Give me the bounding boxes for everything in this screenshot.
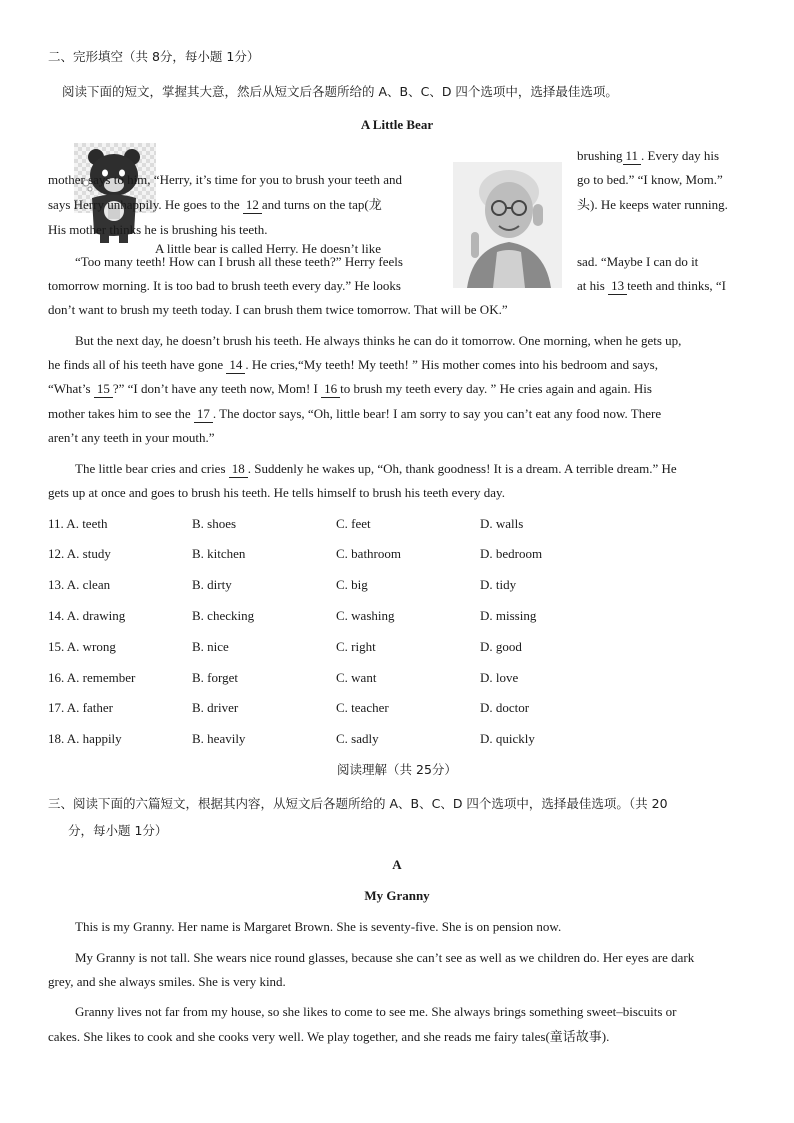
- passage-line: at his 13 teeth and thinks, “I: [577, 278, 726, 293]
- passage-line: This is my Granny. Her name is Margaret Brown. She is seventy-five. She is on pension now.: [75, 919, 562, 934]
- q16-option-b: B. forget: [192, 670, 238, 685]
- passage-line: A little bear is called Herry. He doesn’t like: [155, 241, 381, 256]
- section3-instruction: 三、阅读下面的六篇短文，根据其内容，从短文后各题所给的 A、B、C、D 四个选项中，选择最佳选项。（共 20: [48, 796, 668, 811]
- q13-option-b: B. dirty: [192, 577, 232, 592]
- blank-14: 14: [226, 357, 245, 374]
- passage-line: brushing 11 . Every day his: [577, 148, 720, 163]
- blank-11: 11: [623, 148, 642, 165]
- q14-option-c: C. washing: [336, 608, 395, 623]
- q13-option-d: D. tidy: [480, 577, 517, 592]
- granny-photo: [453, 162, 562, 288]
- passage-title: A Little Bear: [360, 117, 434, 132]
- q12-option-c: C. bathroom: [336, 546, 401, 561]
- q11-option-c: C. feet: [336, 516, 371, 531]
- passage-line: mother says to him, “Herry, it’s time for you to brush your teeth and: [48, 172, 403, 187]
- blank-15: 15: [94, 381, 113, 398]
- q16-option-c: C. want: [336, 670, 377, 685]
- passage-line: gets up at once and goes to brush his teeth. He tells himself to brush his teeth every day.: [48, 485, 505, 500]
- passage-line: aren’t any teeth in your mouth.”: [48, 430, 215, 445]
- q11-option-b: B. shoes: [192, 516, 237, 531]
- passage-line: 头). He keeps water running.: [577, 197, 728, 212]
- q15-option-b: B. nice: [192, 639, 229, 654]
- blank-12: 12: [243, 197, 262, 214]
- q14-option-d: D. missing: [480, 608, 537, 623]
- blank-13: 13: [608, 278, 627, 295]
- q13-option-a: 13. A. clean: [48, 577, 111, 592]
- blank-17: 17: [194, 406, 213, 423]
- blank-16: 16: [321, 381, 340, 398]
- q12-option-a: 12. A. study: [48, 546, 111, 561]
- passage-line: mother takes him to see the 17 . The doctor says, “Oh, little bear! I am sorry to say you can’t eat any food now. There: [48, 406, 662, 421]
- q18-option-a: 18. A. happily: [48, 731, 122, 746]
- section3-instruction-cont: 分，每小题 1分）: [68, 823, 168, 838]
- q15-option-c: C. right: [336, 639, 376, 654]
- q11-option-d: D. walls: [480, 516, 524, 531]
- section-heading: 二、完形填空（共 8分，每小题 1分）: [48, 49, 260, 64]
- q17-option-d: D. doctor: [480, 700, 530, 715]
- passage-line: His mother thinks he is brushing his teeth.: [48, 222, 268, 237]
- q16-option-d: D. love: [480, 670, 519, 685]
- q14-option-b: B. checking: [192, 608, 255, 623]
- q17-option-a: 17. A. father: [48, 700, 113, 715]
- q18-option-b: B. heavily: [192, 731, 246, 746]
- instruction: 阅读下面的短文，掌握其大意，然后从短文后各题所给的 A、B、C、D 四个选项中，选择最佳选项。: [62, 84, 618, 99]
- q15-option-d: D. good: [480, 639, 522, 654]
- passage-line: Granny lives not far from my house, so she likes to come to see me. She always brings something sweet–biscuits or: [75, 1004, 677, 1019]
- passage-line: But the next day, he doesn’t brush his teeth. He always thinks he can do it tomorrow. One morning, when he gets up,: [75, 333, 682, 348]
- blank-18: 18: [229, 461, 248, 478]
- passage-line: sad. “Maybe I can do it: [577, 254, 699, 269]
- passage-line: “Too many teeth! How can I brush all these teeth?” Herry feels: [75, 254, 403, 269]
- passage-line: tomorrow morning. It is too bad to brush teeth every day.” He looks: [48, 278, 401, 293]
- q13-option-c: C. big: [336, 577, 368, 592]
- passage-line: cakes. She likes to cook and she cooks very well. We play together, and she reads me fairy tales(童话故事).: [48, 1029, 610, 1044]
- q17-option-b: B. driver: [192, 700, 239, 715]
- q11-option-a: 11. A. teeth: [48, 516, 108, 531]
- passage-letter: A: [392, 857, 402, 872]
- q18-option-c: C. sadly: [336, 731, 379, 746]
- passage-line: he finds all of his teeth have gone 14 . He cries,“My teeth! My teeth! ” His mother comes into his bedroom and says,: [48, 357, 658, 372]
- q12-option-d: D. bedroom: [480, 546, 543, 561]
- passage-line: don’t want to brush my teeth today. I can brush them twice tomorrow. That will be OK.”: [48, 302, 508, 317]
- reading-heading: 阅读理解（共 25分）: [337, 762, 457, 777]
- q15-option-a: 15. A. wrong: [48, 639, 116, 654]
- passage-line: grey, and she always smiles. She is very kind.: [48, 974, 286, 989]
- passage-line: go to bed.” “I know, Mom.”: [577, 172, 723, 187]
- q14-option-a: 14. A. drawing: [48, 608, 126, 623]
- q16-option-a: 16. A. remember: [48, 670, 136, 685]
- passage-line: The little bear cries and cries 18 . Suddenly he wakes up, “Oh, thank goodness! It is a dream. A terrible dream.” He: [75, 461, 677, 476]
- q12-option-b: B. kitchen: [192, 546, 246, 561]
- passage-line: says Herry unhappily. He goes to the 12 and turns on the tap(龙: [48, 197, 382, 212]
- q17-option-c: C. teacher: [336, 700, 389, 715]
- q18-option-d: D. quickly: [480, 731, 535, 746]
- passage-title: My Granny: [364, 888, 430, 903]
- passage-line: My Granny is not tall. She wears nice round glasses, because she can’t see as well as we children do. Her eyes are dark: [75, 950, 695, 965]
- passage-line: “What’s 15 ?” “I don’t have any teeth now, Mom! I 16 to brush my teeth every day. ” He cries again and again. His: [48, 381, 652, 396]
